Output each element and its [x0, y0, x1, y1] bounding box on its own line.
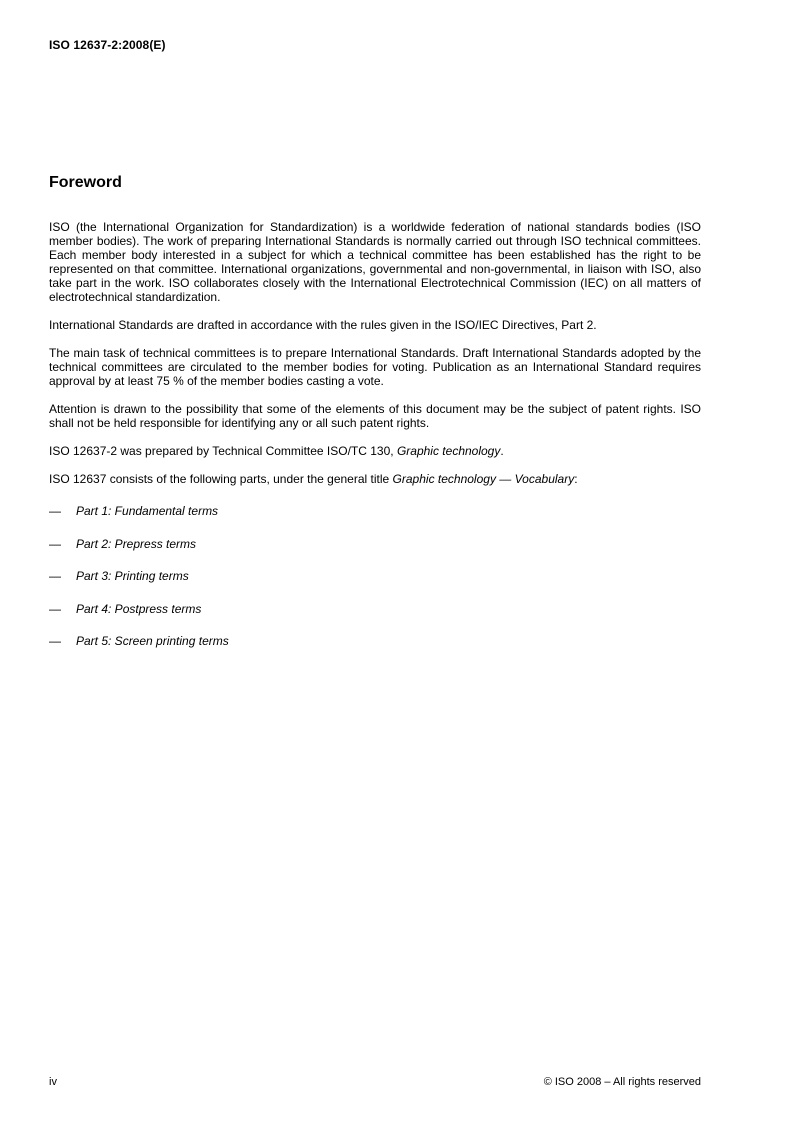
page-content [49, 38, 701, 667]
list-item-part-1 [49, 504, 701, 518]
copyright-notice: © ISO 2008 – All rights reserved [543, 1076, 701, 1088]
list-item-part-2 [49, 537, 701, 551]
series-intro-colon: : [574, 472, 578, 486]
prepared-by-committee-italic: Graphic technology [396, 444, 501, 458]
part-5-label: Part 5: Screen printing terms [76, 634, 229, 648]
page-number: iv [49, 1076, 57, 1088]
series-title-italic: Graphic technology — Vocabulary [392, 472, 575, 486]
part-1-label: Part 1: Fundamental terms [76, 504, 219, 518]
document-reference-header: ISO 12637-2:2008(E) [49, 38, 166, 52]
paragraph-patent-rights: Attention is drawn to the possibility that some of the elements of this document may be the subject of patent rights. ISO shall not be held responsible for identifying any or all such patent rights. [49, 402, 701, 430]
paragraph-main-task: The main task of technical committees is to prepare International Standards. Draft International Standards adopted by the technical committees are circulated to the member bodies for voting. Publication as an International Standard requires approval by at least 75 % of the member bodies casting a vote. [49, 346, 701, 388]
part-2-label: Part 2: Prepress terms [76, 536, 197, 551]
part-4-label: Part 4: Postpress terms [76, 601, 202, 616]
list-dash: — [49, 569, 61, 583]
list-dash: — [49, 601, 61, 616]
paragraph-iso-federation: ISO (the International Organization for Standardization) is a worldwide federation of national standards bodies (ISO member bodies). The work of preparing International Standards is normally carried out through ISO technical committees. Each member body interested in a subject for which a technical committee has been established has the right to be represented on that committee. International organizations, governmental and non-governmental, in liaison with ISO, also take part in the work. ISO collaborates closely with the International Electrotechnical Commission (IEC) on all matters of electrotechnical standardization. [49, 220, 701, 304]
list-dash: — [49, 634, 61, 648]
part-3-label: Part 3: Printing terms [76, 569, 189, 583]
list-item-part-4 [49, 602, 701, 616]
list-item-part-5 [49, 634, 701, 648]
list-dash: — [49, 504, 61, 518]
list-dash: — [49, 536, 61, 551]
prepared-by-text: ISO 12637-2 was prepared by Technical Committee ISO/TC 130, [49, 444, 397, 458]
series-intro-text: ISO 12637 consists of the following parts, under the general title [49, 472, 393, 486]
foreword-heading: Foreword [49, 174, 122, 191]
parts-list [49, 504, 701, 648]
paragraph-directives: International Standards are drafted in accordance with the rules given in the ISO/IEC Directives, Part 2. [49, 318, 597, 332]
list-item-part-3 [49, 569, 701, 583]
paragraph-prepared-by [49, 444, 701, 458]
prepared-by-period: . [500, 444, 504, 458]
page-footer [49, 1076, 701, 1088]
paragraph-series-intro [49, 472, 701, 486]
